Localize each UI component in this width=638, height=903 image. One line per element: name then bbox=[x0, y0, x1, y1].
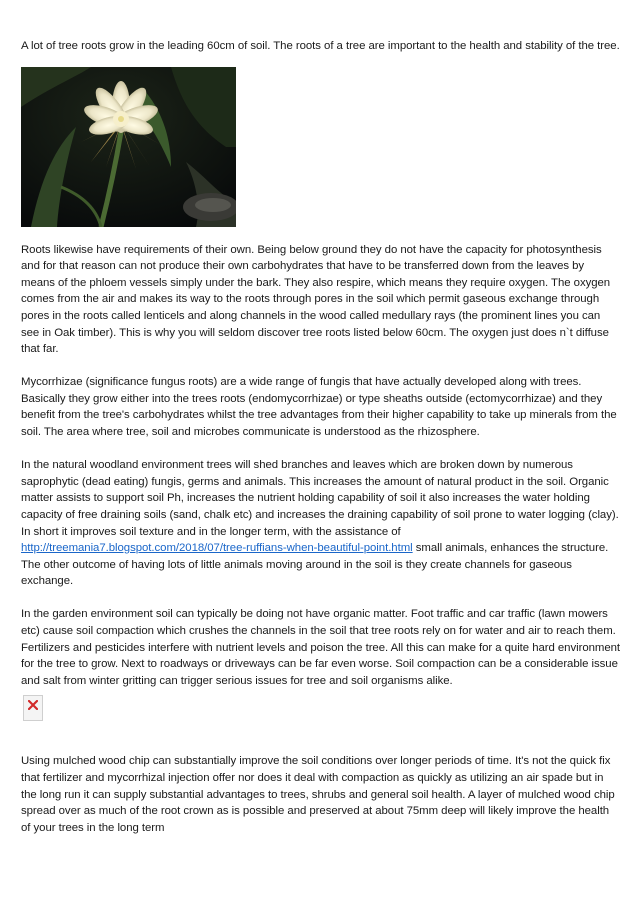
night-blooming-flower-photo bbox=[21, 67, 236, 227]
broken-image-icon bbox=[23, 695, 43, 721]
woodland-text-after-link: small animals, enhances the structure. The other outcome of having lots of little animals moving around in the soil is they create channels for gaseous exchange. bbox=[21, 542, 609, 588]
closing-paragraph: Using mulched wood chip can substantially improve the soil conditions over longer periods of time. It's not the quick fix that fertilizer and mycorrhizal injection offer nor does it deal with compaction as quickly as utilizing an air spade but in the long run it can supply substantial advantages to trees, shrubs and general soil health. A layer of mulched wood chip spread over as much of the root crown as is possible and preserved at about 75mm deep will likely improve the health of your trees in the long term bbox=[21, 755, 615, 834]
garden-paragraph: In the garden environment soil can typically be doing not have organic matter. Foot traffic and car traffic (lawn mowers etc) cause soil compaction which crushes the channels in the soil that tree roots rely on for water and air to reach them. Fertilizers and pesticides interfere with nutrient levels and poison the tree. All this can make for a quite hard environment for the tree to grow. Next to roadways or driveways can be far even worse. Soil compaction can be a considerable issue and salt from winter gritting can trigger serious issues for tree and soil organisms alike. bbox=[21, 608, 621, 687]
blog-link[interactable]: http://treemania7.blogspot.com/2018/07/tree-ruffians-when-beautiful-point.html bbox=[21, 542, 413, 555]
woodland-text-before-link: In the natural woodland environment trees will shed branches and leaves which are broken down by numerous saprophytic (dead eating) fungis, germs and animals. This increases the amount of natural product in the soil. Organic matter assists to support soil Ph, increases the nutrient holding capability of soil it also increases the water holding capacity of free draining soils (sand, chalk etc) and increases the draining capability of soil prone to water logging (clay). In short it improves soil texture and in the longer term, with the assistance of bbox=[21, 459, 619, 538]
roots-paragraph: Roots likewise have requirements of their own. Being below ground they do not have the capacity for photosynthesis and for that reason can not produce their own carbohydrates that have to be transferred down from the leaves by means of the phloem vessels simply under the bark. They also respire, which means they require oxygen. The oxygen comes from the air and makes its way to the roots through pores in the soil which permit gaseous exchange through pores in the roots called lenticels and along channels in the wood called medullary rays (the prominent lines you can see in Oak timber). This is why you will seldom discover tree roots listed below 60cm. The oxygen just does n`t diffuse that far. bbox=[21, 243, 611, 356]
intro-paragraph: A lot of tree roots grow in the leading 60cm of soil. The roots of a tree are important to the health and stability of the tree. bbox=[21, 40, 620, 52]
mycorrhizae-paragraph: Mycorrhizae (significance fungus roots) are a wide range of fungis that have actually developed along with trees. Basically they grow either into the trees roots (endomycorrhizae) or type sheaths outside (ectomycorrhizae) and they benefit from the tree's carbohydrates whilst the tree advantages from their higher capability to take up minerals from the soil. The area where tree, soil and microbes communicate is understood as the rhizosphere. bbox=[21, 376, 617, 439]
document-page bbox=[21, 38, 621, 853]
woodland-paragraph bbox=[21, 457, 621, 590]
